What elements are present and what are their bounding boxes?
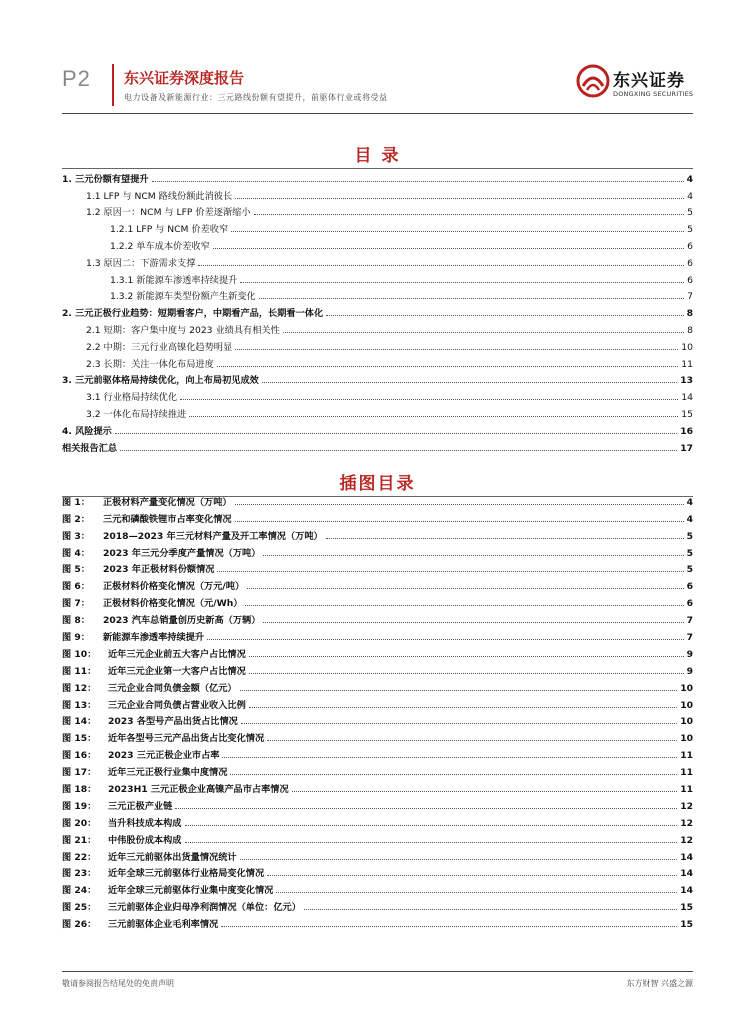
figure-leader-dots: [235, 521, 684, 522]
figure-entry-label: 图 23：: [62, 868, 97, 880]
figure-entry-page: 7: [686, 615, 693, 627]
figure-entry-page: 11: [680, 750, 693, 762]
figure-entry-label: 图 3：: [62, 530, 90, 542]
figure-entry-text: 中伟股份成本构成: [108, 834, 182, 846]
toc-entry-page: 10: [681, 341, 693, 353]
figure-entry-page: 9: [686, 648, 693, 660]
toc-leader-dots: [262, 382, 677, 383]
figure-leader-dots: [221, 926, 677, 927]
figure-entry[interactable]: [62, 575, 693, 592]
figure-entry[interactable]: [62, 559, 693, 576]
figure-entry-text: 三元企业合同负债金额（亿元）: [108, 682, 237, 694]
figure-entry-label: 图 4：: [62, 547, 90, 559]
toc-entry-page: 15: [681, 408, 693, 420]
toc-entry-text: 2. 三元正极行业趋势：短期看客户，中期看产品，长期看一体化: [62, 308, 324, 320]
figure-entry-page: 10: [680, 716, 693, 728]
toc-entry[interactable]: [62, 370, 693, 387]
toc-entry-page: 11: [681, 358, 693, 370]
toc-entry-page: 6: [687, 257, 693, 269]
toc-entry-text: 1.3 原因二：下游需求支撑: [86, 257, 196, 269]
toc-entry-text: 3.1 行业格局持续优化: [86, 392, 178, 404]
toc-title: 目 录: [354, 146, 401, 166]
figure-entry-page: 10: [680, 733, 693, 745]
figure-entry-text: 当升科技成本构成: [108, 817, 182, 829]
toc-entry-page: 8: [686, 308, 693, 320]
toc-leader-dots: [235, 198, 684, 199]
toc-leader-dots: [115, 433, 677, 434]
figure-entry-page: 14: [680, 885, 693, 897]
figure-entry[interactable]: [62, 863, 693, 880]
toc-entry-page: 17: [680, 442, 693, 454]
figure-entry-label: 图 17：: [62, 767, 97, 779]
figure-leader-dots: [230, 774, 677, 775]
figure-entry[interactable]: [62, 491, 693, 508]
figure-entry-page: 14: [680, 851, 693, 863]
figure-entry-text: 2023H1 三元正极企业高镍产品市占率情况: [108, 784, 289, 796]
figure-entry-label: 图 12：: [62, 682, 97, 694]
toc-leader-dots: [120, 450, 677, 451]
figure-leader-dots: [185, 825, 678, 826]
footer-slogan: 东方财智 兴盛之源: [626, 979, 693, 988]
toc-leader-dots: [217, 366, 679, 367]
figure-entry-label: 图 6：: [62, 581, 90, 593]
figure-entry[interactable]: [62, 879, 693, 896]
toc-leader-dots: [152, 181, 684, 182]
figure-entry[interactable]: [62, 795, 693, 812]
figure-leader-dots: [240, 859, 678, 860]
figure-entry-label: 图 11：: [62, 665, 97, 677]
report-title: 东兴证券深度报告: [124, 69, 245, 87]
figure-leader-dots: [276, 892, 677, 893]
figure-entry-label: 图 14：: [62, 716, 97, 728]
figure-entry-text: 2023 各型号产品出货占比情况: [108, 716, 238, 728]
figure-entry-text: 新能源车渗透率持续提升: [103, 632, 205, 644]
toc-entry[interactable]: [62, 403, 693, 420]
toc-entry-page: 5: [687, 224, 693, 236]
figure-entry[interactable]: [62, 592, 693, 609]
figure-entry[interactable]: [62, 643, 693, 660]
figure-entry[interactable]: [62, 711, 693, 728]
toc-leader-dots: [213, 248, 684, 249]
figure-entry-text: 三元和磷酸铁锂市占率变化情况: [103, 513, 232, 525]
toc-entry-page: 7: [687, 291, 693, 303]
page-number: P2: [62, 66, 91, 91]
toc-entry-text: 1.2.2 单车成本价差收窄: [110, 240, 210, 252]
figure-entry[interactable]: [62, 846, 693, 863]
logo-en-text: DONGXING SECURITIES: [613, 90, 694, 98]
figure-entry[interactable]: [62, 694, 693, 711]
figure-leader-dots: [222, 757, 677, 758]
figure-entry-label: 图 19：: [62, 800, 97, 812]
toc-entry-text: 1.2 原因一：NCM 与 LFP 价差逐渐缩小: [86, 207, 251, 219]
figure-entry[interactable]: [62, 778, 693, 795]
figure-entry-label: 图 21：: [62, 834, 97, 846]
toc-entry-page: 13: [680, 375, 693, 387]
figure-entry-page: 12: [680, 834, 693, 846]
figure-entry-label: 图 13：: [62, 699, 97, 711]
figure-entry-text: 2023 三元正极企业市占率: [108, 750, 220, 762]
toc-entry-text: 3.2 一体化布局持续推进: [86, 408, 187, 420]
toc-leader-dots: [189, 416, 678, 417]
toc-entry-page: 6: [687, 240, 693, 252]
figure-leader-dots: [304, 909, 677, 910]
toc-leader-dots: [283, 332, 684, 333]
figure-leader-dots: [240, 690, 678, 691]
figure-entry-page: 11: [680, 784, 693, 796]
figure-entry-label: 图 22：: [62, 851, 97, 863]
figure-entry-text: 三元企业合同负债占营业收入比例: [108, 699, 246, 711]
figure-entry-page: 10: [680, 682, 693, 694]
figure-entry-label: 图 1：: [62, 496, 90, 508]
figure-entry-text: 近年全球三元前驱体行业集中度变化情况: [108, 885, 274, 897]
figure-entry-page: 7: [686, 632, 693, 644]
toc-entry-page: 16: [680, 425, 693, 437]
figure-entry-page: 12: [680, 800, 693, 812]
figure-entry-text: 三元正极产业链: [108, 800, 173, 812]
figure-entry[interactable]: [62, 660, 693, 677]
figure-entry-page: 4: [686, 496, 693, 508]
figure-leader-dots: [235, 504, 684, 505]
toc-entry-page: 6: [687, 274, 693, 286]
toc-entry-page: 4: [687, 190, 693, 202]
toc-entry-text: 1.3.2 新能源车类型份额产生新变化: [110, 291, 256, 303]
figure-entry-text: 2023 年正极材料份额情况: [103, 564, 215, 576]
toc-entry-text: 1.3.1 新能源车渗透率持续提升: [110, 274, 238, 286]
header-divider: [112, 64, 114, 106]
toc-entry-text: 2.2 中期：三元行业高镍化趋势明显: [86, 341, 233, 353]
toc-entry[interactable]: [62, 252, 693, 269]
brand-logo: [576, 64, 696, 104]
figure-entry-text: 三元前驱体企业毛利率情况: [108, 919, 219, 931]
toc-entry[interactable]: [62, 168, 693, 185]
figure-entry-label: 图 16：: [62, 750, 97, 762]
figure-entry-label: 图 26：: [62, 919, 97, 931]
figure-entry-text: 近年三元企业前五大客户占比情况: [108, 648, 246, 660]
figure-leader-dots: [249, 707, 677, 708]
figure-entry-text: 2018—2023 年三元材料产量及开工率情况（万吨）: [103, 530, 323, 542]
figure-leader-dots: [249, 673, 684, 674]
figure-entry[interactable]: [62, 508, 693, 525]
figure-leader-dots: [245, 605, 683, 606]
toc-leader-dots: [254, 214, 685, 215]
figure-entry-label: 图 20：: [62, 817, 97, 829]
figure-entry[interactable]: [62, 525, 693, 542]
toc-list: [62, 168, 693, 454]
toc-entry[interactable]: [62, 218, 693, 235]
toc-entry-text: 2.3 长期：关注一体化布局进度: [86, 358, 214, 370]
figure-leader-dots: [292, 791, 678, 792]
toc-entry-text: 1. 三元份额有望提升: [62, 173, 149, 185]
figure-leader-dots: [217, 571, 683, 572]
figure-entry-page: 9: [686, 665, 693, 677]
figure-entry-page: 11: [680, 767, 693, 779]
figure-entry-text: 三元前驱体企业归母净利润情况（单位：亿元）: [108, 902, 301, 914]
figure-entry-page: 5: [686, 530, 693, 542]
figure-entry[interactable]: [62, 727, 693, 744]
figure-entry[interactable]: [62, 913, 693, 930]
toc-entry-page: 14: [681, 392, 693, 404]
figure-leader-dots: [267, 740, 677, 741]
figure-entry-label: 图 24：: [62, 885, 97, 897]
figure-entry[interactable]: [62, 761, 693, 778]
figure-entry[interactable]: [62, 896, 693, 913]
toc-leader-dots: [180, 399, 678, 400]
figure-entry-label: 图 8：: [62, 615, 90, 627]
figure-entry-text: 近年三元企业第一大客户占比情况: [108, 665, 246, 677]
toc-entry[interactable]: [62, 420, 693, 437]
figure-entry[interactable]: [62, 829, 693, 846]
figure-entry-label: 图 2：: [62, 513, 90, 525]
figure-entry-page: 6: [686, 598, 693, 610]
toc-entry[interactable]: [62, 202, 693, 219]
toc-entry[interactable]: [62, 386, 693, 403]
toc-entry-text: 4. 风险提示: [62, 425, 112, 437]
figure-entry[interactable]: [62, 626, 693, 643]
figure-entry-page: 4: [686, 513, 693, 525]
figure-leader-dots: [247, 588, 683, 589]
figure-entry-page: 14: [680, 868, 693, 880]
figure-entry-label: 图 15：: [62, 733, 97, 745]
figure-entry-page: 6: [686, 581, 693, 593]
toc-entry-text: 2.1 短期：客户集中度与 2023 业绩具有相关性: [86, 324, 280, 336]
toc-entry-page: 4: [686, 173, 693, 185]
figure-entry[interactable]: [62, 677, 693, 694]
report-subtitle: 电力设备及新能源行业：三元路线份额有望提升，前驱体行业或将受益: [124, 93, 388, 102]
toc-entry[interactable]: [62, 269, 693, 286]
logo-mark-icon: [576, 64, 610, 98]
figure-entry-page: 15: [680, 919, 693, 931]
toc-entry-text: 3. 三元前驱体格局持续优化，向上布局初见成效: [62, 375, 259, 387]
toc-entry-text: 1.1 LFP 与 NCM 路线份额此消彼长: [86, 190, 233, 202]
figures-title: 插图目录: [339, 474, 416, 494]
footer-disclaimer: 敬请参阅报告结尾处的免责声明: [62, 979, 174, 988]
toc-entry-page: 5: [687, 207, 693, 219]
footer-rule: [62, 971, 693, 972]
figure-entry-text: 正极材料产量变化情况（万吨）: [103, 496, 232, 508]
header-rule: [62, 113, 693, 114]
figure-entry-page: 10: [680, 699, 693, 711]
toc-entry-text: 相关报告汇总: [62, 442, 118, 454]
figure-entry-text: 2023 汽车总销量创历史新高（万辆）: [103, 615, 261, 627]
figure-entry[interactable]: [62, 609, 693, 626]
figure-entry-page: 12: [680, 817, 693, 829]
toc-entry[interactable]: [62, 185, 693, 202]
toc-entry[interactable]: [62, 336, 693, 353]
toc-leader-dots: [326, 315, 683, 316]
toc-entry[interactable]: [62, 437, 693, 454]
figure-entry-label: 图 18：: [62, 784, 97, 796]
toc-leader-dots: [235, 349, 678, 350]
figure-leader-dots: [175, 808, 677, 809]
figure-entry-label: 图 5：: [62, 564, 90, 576]
toc-entry[interactable]: [62, 286, 693, 303]
figure-leader-dots: [185, 842, 678, 843]
figure-leader-dots: [267, 875, 677, 876]
figure-entry-label: 图 7：: [62, 598, 90, 610]
figure-entry[interactable]: [62, 812, 693, 829]
toc-leader-dots: [198, 265, 684, 266]
figure-entry-page: 15: [680, 902, 693, 914]
figure-leader-dots: [241, 723, 677, 724]
figure-entry-text: 近年全球三元前驱体行业格局变化情况: [108, 868, 265, 880]
figure-entry-label: 图 9：: [62, 632, 90, 644]
toc-leader-dots: [259, 298, 684, 299]
figure-entry-text: 正极材料价格变化情况（万元/吨）: [103, 581, 245, 593]
toc-leader-dots: [240, 282, 684, 283]
figure-entry-text: 近年三元前驱体出货量情况统计: [108, 851, 237, 863]
figure-leader-dots: [249, 656, 684, 657]
figure-leader-dots: [263, 555, 683, 556]
figure-entry[interactable]: [62, 542, 693, 559]
toc-leader-dots: [231, 231, 684, 232]
figure-leader-dots: [326, 538, 684, 539]
figure-entry-page: 5: [686, 547, 693, 559]
figure-entry-page: 5: [686, 564, 693, 576]
toc-entry-text: 1.2.1 LFP 与 NCM 价差收窄: [110, 224, 229, 236]
figure-leader-dots: [207, 639, 684, 640]
figure-leader-dots: [263, 622, 683, 623]
figure-entry-text: 近年各型号三元产品出货占比变化情况: [108, 733, 265, 745]
toc-entry[interactable]: [62, 353, 693, 370]
figure-entry-label: 图 10：: [62, 648, 97, 660]
toc-entry[interactable]: [62, 319, 693, 336]
figures-list: [62, 491, 693, 930]
figure-entry[interactable]: [62, 744, 693, 761]
figure-entry-text: 近年三元正极行业集中度情况: [108, 767, 228, 779]
toc-entry[interactable]: [62, 302, 693, 319]
toc-entry[interactable]: [62, 235, 693, 252]
figure-entry-text: 正极材料价格变化情况（元/Wh）: [103, 598, 243, 610]
figure-entry-text: 2023 年三元分季度产量情况（万吨）: [103, 547, 261, 559]
figure-entry-label: 图 25：: [62, 902, 97, 914]
toc-entry-page: 8: [687, 324, 693, 336]
logo-cn-text: 东兴证券: [613, 71, 685, 91]
